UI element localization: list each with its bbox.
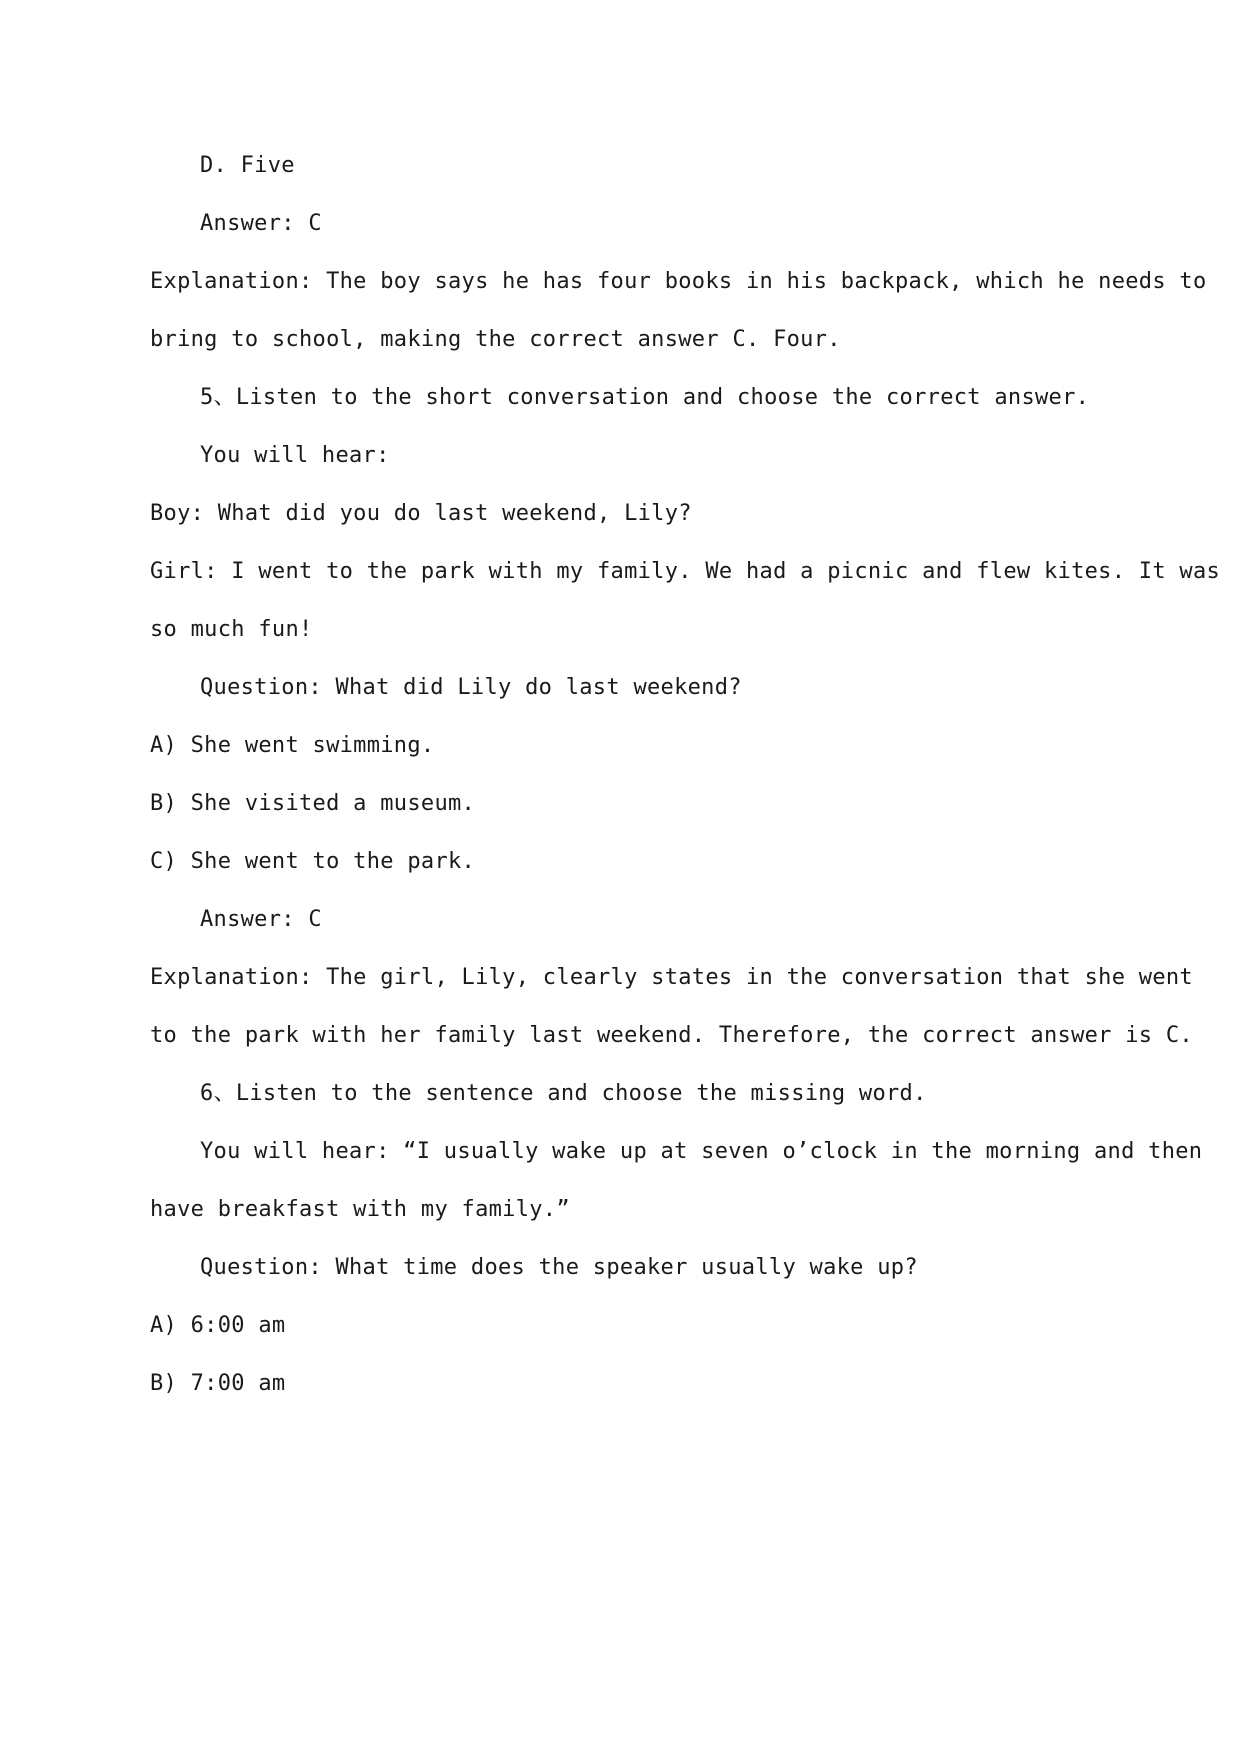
option-b-text: B) 7:00 am [150, 1371, 286, 1396]
answer-text: Answer: C [200, 907, 322, 932]
prompt-text: have breakfast with my family.” [150, 1197, 570, 1222]
option-c-text: C) She went to the park. [150, 849, 476, 874]
dialogue-line: Girl: I went to the park with my family. We had a picnic and flew kites. It was [150, 559, 1221, 584]
explanation-text: to the park with her family last weekend. Therefore, the correct answer is C. [150, 1023, 1193, 1048]
prompt-text: You will hear: [200, 443, 390, 468]
question-heading: 6、Listen to the sentence and choose the missing word. [200, 1081, 927, 1106]
explanation-text: Explanation: The girl, Lily, clearly states in the conversation that she went [150, 965, 1193, 990]
question-heading: 5、Listen to the short conversation and choose the correct answer. [200, 385, 1090, 410]
answer-text: Answer: C [200, 211, 322, 236]
option-a-text: A) She went swimming. [150, 733, 435, 758]
option-a-text: A) 6:00 am [150, 1313, 286, 1338]
explanation-text: bring to school, making the correct answer C. Four. [150, 327, 841, 352]
question-text: Question: What time does the speaker usually wake up? [200, 1255, 918, 1280]
prompt-text: You will hear: “I usually wake up at seven o’clock in the morning and then [200, 1139, 1203, 1164]
option-d-text: D. Five [200, 153, 295, 178]
dialogue-line: Boy: What did you do last weekend, Lily? [150, 501, 692, 526]
question-text: Question: What did Lily do last weekend? [200, 675, 742, 700]
dialogue-line: so much fun! [150, 617, 313, 642]
explanation-text: Explanation: The boy says he has four books in his backpack, which he needs to [150, 269, 1207, 294]
option-b-text: B) She visited a museum. [150, 791, 476, 816]
